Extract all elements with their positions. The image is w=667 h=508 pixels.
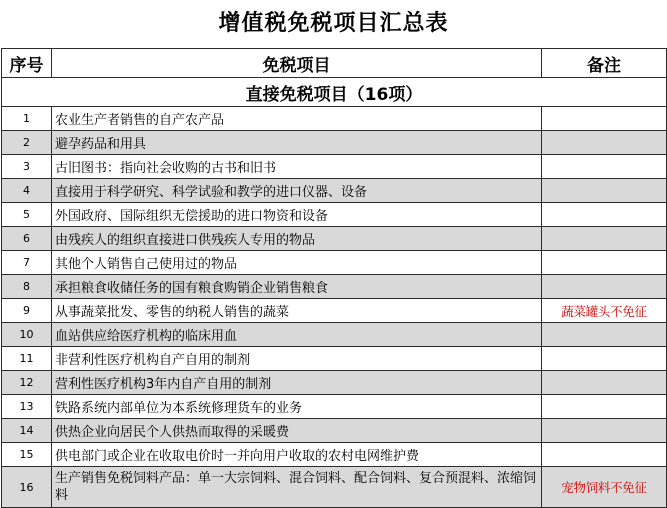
row-note: [542, 419, 667, 443]
table-row: [2, 467, 667, 508]
column-header-note: 备注: [542, 49, 667, 78]
header-row: [2, 49, 667, 78]
row-note: [542, 371, 667, 395]
section-row: [2, 78, 667, 107]
row-no: 8: [2, 275, 52, 299]
row-note: [542, 275, 667, 299]
table-row: [2, 419, 667, 443]
row-item: 由残疾人的组织直接进口供残疾人专用的物品: [52, 227, 542, 251]
row-no: 11: [2, 347, 52, 371]
table-row: [2, 275, 667, 299]
table-row: [2, 107, 667, 131]
column-header-item: 免税项目: [52, 49, 542, 78]
row-note: [542, 395, 667, 419]
table-row: [2, 347, 667, 371]
row-no: 2: [2, 131, 52, 155]
row-no: 1: [2, 107, 52, 131]
row-no: 9: [2, 299, 52, 323]
row-no: 7: [2, 251, 52, 275]
row-item: 古旧图书：指向社会收购的古书和旧书: [52, 155, 542, 179]
row-note: [542, 251, 667, 275]
row-item: 供热企业向居民个人供热而取得的采暖费: [52, 419, 542, 443]
row-item: 外国政府、国际组织无偿援助的进口物资和设备: [52, 203, 542, 227]
row-note: 宠物饲料不免征: [542, 467, 667, 508]
table-row: [2, 179, 667, 203]
row-note: [542, 203, 667, 227]
row-item: 非营利性医疗机构自产自用的制剂: [52, 347, 542, 371]
row-item: 直接用于科学研究、科学试验和教学的进口仪器、设备: [52, 179, 542, 203]
row-note: [542, 347, 667, 371]
page-title: 增值税免税项目汇总表: [218, 11, 449, 36]
row-item: 生产销售免税饲料产品：单一大宗饲料、混合饲料、配合饲料、复合预混料、浓缩饲料: [52, 467, 542, 508]
row-no: 12: [2, 371, 52, 395]
row-item: 农业生产者销售的自产农产品: [52, 107, 542, 131]
row-note: [542, 443, 667, 467]
row-item: 避孕药品和用具: [52, 131, 542, 155]
row-item: 铁路系统内部单位为本系统修理货车的业务: [52, 395, 542, 419]
table-row: [2, 203, 667, 227]
tax-exemption-table: [1, 48, 667, 508]
row-note: [542, 323, 667, 347]
table-row: [2, 251, 667, 275]
table-row: [2, 395, 667, 419]
table-row: [2, 323, 667, 347]
row-no: 3: [2, 155, 52, 179]
row-no: 4: [2, 179, 52, 203]
table-row: [2, 371, 667, 395]
table-row: [2, 299, 667, 323]
row-no: 16: [2, 467, 52, 508]
row-item: 血站供应给医疗机构的临床用血: [52, 323, 542, 347]
table-row: [2, 155, 667, 179]
row-no: 13: [2, 395, 52, 419]
row-no: 5: [2, 203, 52, 227]
row-note: [542, 131, 667, 155]
row-note: [542, 179, 667, 203]
row-item: 营利性医疗机构3年内自产自用的制剂: [52, 371, 542, 395]
row-no: 6: [2, 227, 52, 251]
row-note: 蔬菜罐头不免征: [542, 299, 667, 323]
row-item: 供电部门或企业在收取电价时一并向用户收取的农村电网维护费: [52, 443, 542, 467]
row-item: 其他个人销售自己使用过的物品: [52, 251, 542, 275]
row-note: [542, 227, 667, 251]
table-row: [2, 443, 667, 467]
row-note: [542, 155, 667, 179]
table-row: [2, 227, 667, 251]
row-item: 从事蔬菜批发、零售的纳税人销售的蔬菜: [52, 299, 542, 323]
table-row: [2, 131, 667, 155]
row-no: 10: [2, 323, 52, 347]
row-item: 承担粮食收储任务的国有粮食购销企业销售粮食: [52, 275, 542, 299]
column-header-no: 序号: [2, 49, 52, 78]
row-no: 15: [2, 443, 52, 467]
row-note: [542, 107, 667, 131]
section-title: 直接免税项目（16项）: [2, 78, 667, 107]
row-no: 14: [2, 419, 52, 443]
